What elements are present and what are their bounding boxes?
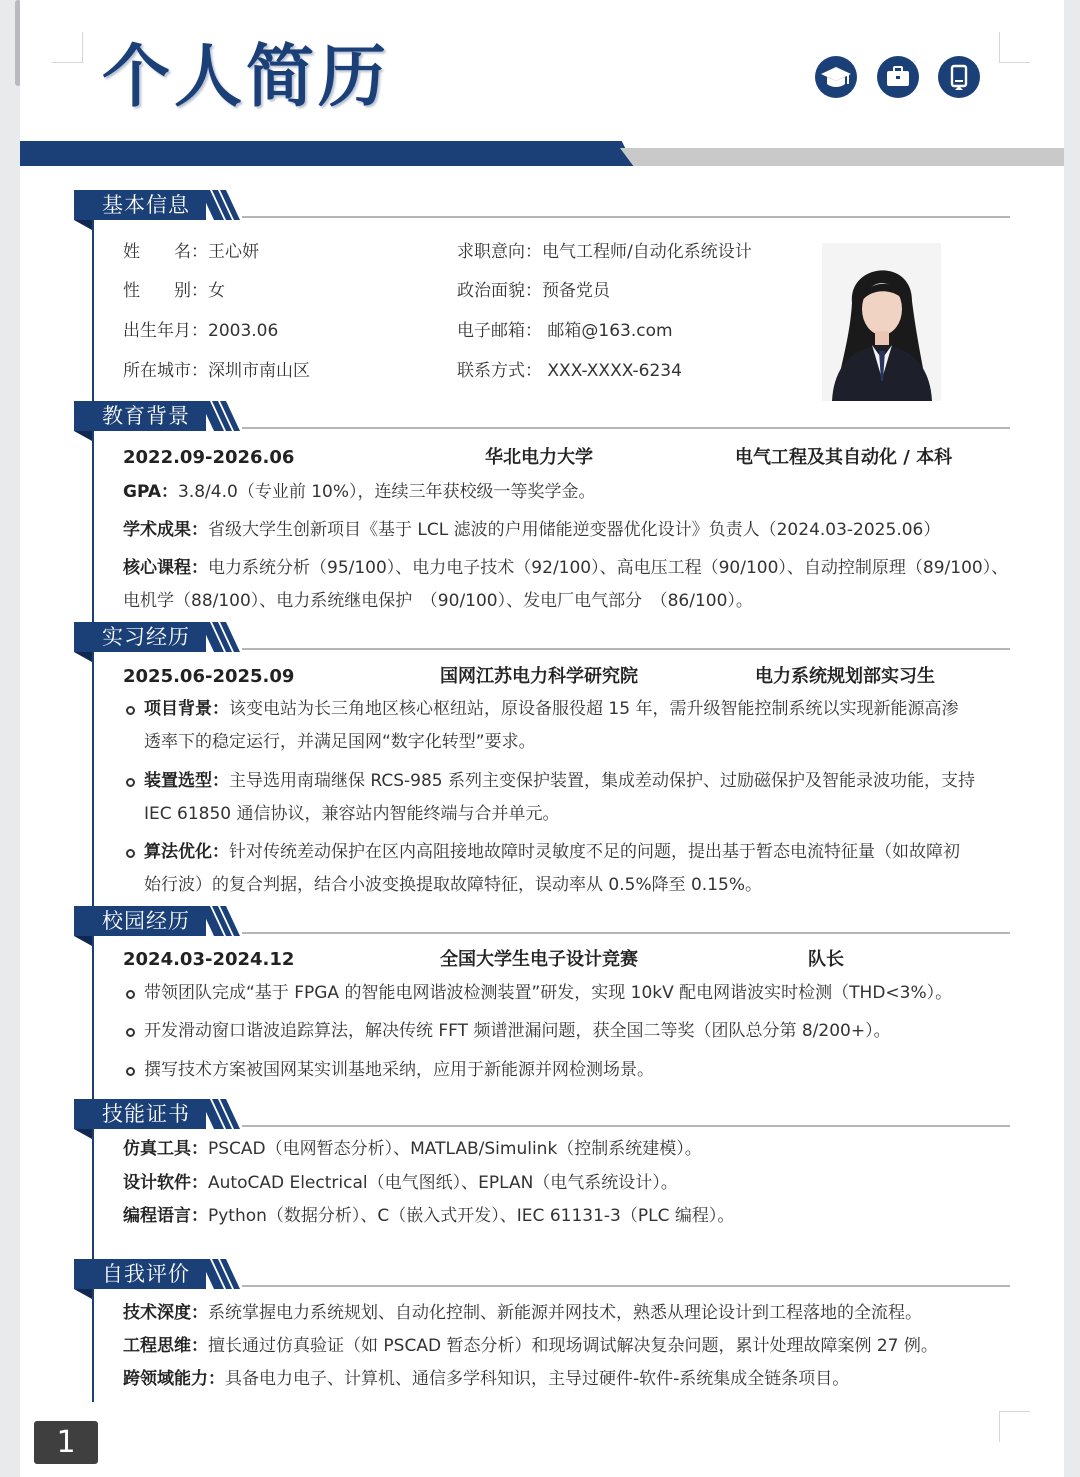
- briefcase-icon: [877, 56, 919, 98]
- education-research: 学术成果：省级大学生创新项目《基于 LCL 滤波的户用储能逆变器优化设计》负责人（2024.03-2025.06）: [123, 520, 941, 540]
- internship-org: 国网江苏电力科学研究院: [440, 666, 638, 687]
- education-major: 电气工程及其自动化 / 本科: [735, 447, 953, 468]
- internship-item: 项目背景：该变电站为长三角地区核心枢纽站，原设备服役超 15 年，需升级智能控制系统以实现新能源高渗: [144, 699, 959, 719]
- crop-mark-top-left: [52, 32, 83, 63]
- page-number-indicator[interactable]: 1: [34, 1421, 98, 1464]
- education-date: 2022.09-2026.06: [123, 447, 295, 468]
- campus-item: 带领团队完成“基于 FPGA 的智能电网谐波检测装置”研发，实现 10kV 配电网谐波实时检测（THD<3%）。: [144, 983, 953, 1003]
- basic-intent: 求职意向：电气工程师/自动化系统设计: [457, 242, 752, 262]
- bullet-icon: [126, 1067, 135, 1076]
- education-gpa: GPA：3.8/4.0（专业前 10%），连续三年获校级一等奖学金。: [123, 482, 596, 502]
- self-eval-line: 工程思维：擅长通过仿真验证（如 PSCAD 暂态分析）和现场调试解决复杂问题，累计处理故障案例 27 例。: [123, 1336, 938, 1356]
- campus-event: 全国大学生电子设计竞赛: [440, 949, 638, 970]
- bullet-icon: [126, 849, 135, 858]
- section-title: 教育背景: [102, 404, 190, 428]
- graduation-cap-icon: [815, 56, 857, 98]
- skill-line: 设计软件：AutoCAD Electrical（电气图纸）、EPLAN（电气系统设计）。: [123, 1173, 678, 1193]
- campus-item: 开发滑动窗口谐波追踪算法，解决传统 FFT 频谱泄漏问题，获全国二等奖（团队总分第 8/200+）。: [144, 1021, 891, 1041]
- skill-line: 仿真工具：PSCAD（电网暂态分析）、MATLAB/Simulink（控制系统建模）。: [123, 1139, 702, 1159]
- timeline-line: [92, 212, 94, 1402]
- bullet-icon: [126, 778, 135, 787]
- section-title: 基本信息: [102, 193, 190, 217]
- internship-role: 电力系统规划部实习生: [755, 666, 935, 687]
- bullet-icon: [126, 706, 135, 715]
- bullet-icon: [126, 990, 135, 999]
- education-school: 华北电力大学: [485, 447, 593, 468]
- section-title: 校园经历: [102, 909, 190, 933]
- campus-role: 队长: [808, 949, 844, 970]
- section-title: 技能证书: [102, 1102, 190, 1126]
- internship-item-cont: 始行波）的复合判据，结合小波变换提取故障特征，误动率从 0.5%降至 0.15%。: [144, 875, 763, 895]
- basic-birth: 出生年月：2003.06: [123, 321, 279, 341]
- basic-email: 电子邮箱： 邮箱@163.com: [457, 321, 673, 341]
- basic-gender: 性 别：女: [123, 281, 225, 301]
- page-title: 个人简历: [102, 38, 391, 117]
- crop-mark-bottom-right: [999, 1411, 1030, 1442]
- header-band-gray: [620, 148, 1064, 166]
- campus-date: 2024.03-2024.12: [123, 949, 295, 970]
- internship-item-cont: 透率下的稳定运行，并满足国网“数字化转型”要求。: [144, 732, 536, 752]
- section-title: 自我评价: [102, 1262, 190, 1286]
- crop-mark-top-right: [999, 32, 1030, 63]
- bullet-icon: [126, 1028, 135, 1037]
- education-courses-cont: 电机学（88/100）、电力系统继电保护 （90/100）、发电厂电气部分 （86/100）。: [123, 591, 753, 611]
- header-band-blue: [20, 141, 634, 166]
- campus-item: 撰写技术方案被国网某实训基地采纳，应用于新能源并网检测场景。: [144, 1060, 654, 1080]
- section-title: 实习经历: [102, 625, 190, 649]
- contact-card-icon: [938, 56, 980, 98]
- education-courses: 核心课程：电力系统分析（95/100）、电力电子技术（92/100）、高电压工程（90/100）、自动控制原理（89/100）、: [123, 558, 1009, 578]
- internship-item: 装置选型：主导选用南瑞继保 RCS-985 系列主变保护装置，集成差动保护、过励磁保护及智能录波功能，支持: [144, 771, 976, 791]
- basic-city: 所在城市：深圳市南山区: [123, 361, 310, 381]
- skill-line: 编程语言：Python（数据分析）、C（嵌入式开发）、IEC 61131-3（PLC 编程）。: [123, 1206, 735, 1226]
- self-eval-line: 技术深度：系统掌握电力系统规划、自动化控制、新能源并网技术，熟悉从理论设计到工程落地的全流程。: [123, 1303, 922, 1323]
- basic-phone: 联系方式： XXX-XXXX-6234: [457, 361, 682, 381]
- internship-date: 2025.06-2025.09: [123, 666, 295, 687]
- self-eval-line: 跨领域能力：具备电力电子、计算机、通信多学科知识，主导过硬件-软件-系统集成全链条项目。: [123, 1369, 850, 1389]
- profile-photo: [822, 243, 941, 401]
- internship-item-cont: IEC 61850 通信协议，兼容站内智能终端与合并单元。: [144, 804, 560, 824]
- basic-name: 姓 名：王心妍: [123, 242, 259, 262]
- internship-item: 算法优化：针对传统差动保护在区内高阻接地故障时灵敏度不足的问题，提出基于暂态电流特征量（如故障初: [144, 842, 960, 862]
- basic-political: 政治面貌：预备党员: [457, 281, 610, 301]
